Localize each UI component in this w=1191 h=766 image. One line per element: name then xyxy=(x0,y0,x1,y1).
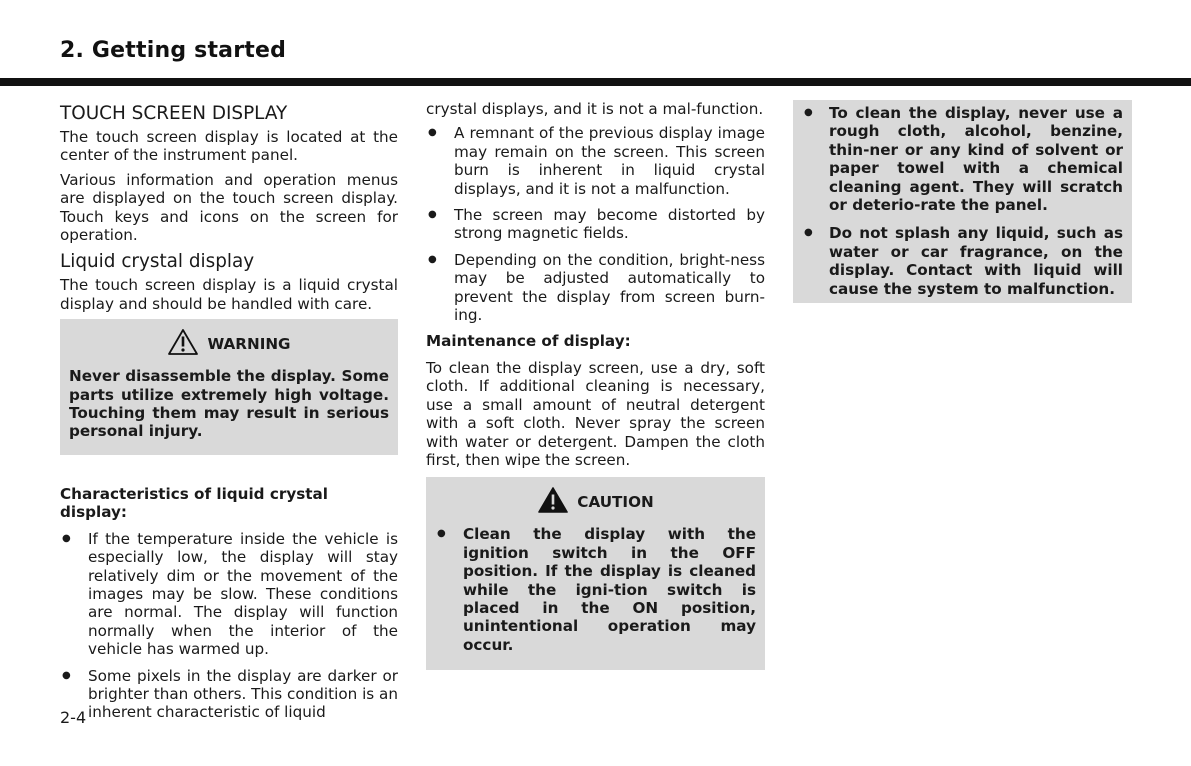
intro-paragraph-1: The touch screen display is located at the center of the instrument panel. xyxy=(60,128,398,165)
maintenance-heading: Maintenance of display: xyxy=(426,332,631,351)
characteristics-list xyxy=(60,530,398,722)
warning-header xyxy=(69,329,389,359)
maintenance-paragraph: To clean the display screen, use a dry, soft cloth. If additional cleaning is necessary, use a small amount of neutral detergent with a soft cloth. Never spray the screen with water or detergent. Dampen the cloth first, then wipe the screen. xyxy=(426,358,765,469)
lcd-paragraph: The touch screen display is a liquid crystal display and should be handled with care. xyxy=(60,276,398,313)
chapter-title: 2. Getting started xyxy=(60,38,287,63)
page-number: 2-4 xyxy=(60,708,87,727)
caution-header xyxy=(435,487,756,517)
header-rule xyxy=(0,78,1191,86)
caution-list-continued xyxy=(802,104,1123,298)
characteristics-list-continued xyxy=(426,124,765,324)
column-3 xyxy=(793,100,1132,303)
caution-label: CAUTION xyxy=(577,493,654,512)
column-2 xyxy=(426,100,765,670)
subsection-title: Liquid crystal display xyxy=(60,251,255,273)
list-item: ● Some pixels in the display are darker or brighter than others. This condition is an inherent characteristic of liquid xyxy=(60,667,398,722)
caution-list xyxy=(435,525,756,654)
list-item: ● Depending on the condition, bright-ness may be adjusted automatically to prevent the display from screen burn-ing. xyxy=(426,251,765,325)
intro-paragraph-2: Various information and operation menus are displayed on the touch screen display. Touch keys and icons on the screen for operation. xyxy=(60,170,398,245)
caution-box-continued xyxy=(793,100,1132,303)
caution-box xyxy=(426,477,765,670)
warning-box xyxy=(60,319,398,455)
list-item: ● Do not splash any liquid, such as water or car fragrance, on the display. Contact with liquid will cause the system to malfunction. xyxy=(802,224,1123,298)
continued-text: crystal displays, and it is not a mal-function. xyxy=(426,100,764,118)
column-1 xyxy=(60,100,398,730)
characteristics-heading: Characteristics of liquid crystal display: xyxy=(60,484,328,522)
warning-label: WARNING xyxy=(207,335,291,354)
list-item: ● If the temperature inside the vehicle is especially low, the display will stay relatively dim or the movement of the images may be slow. These conditions are normal. The display will function normally when the interior of the vehicle has warmed up. xyxy=(60,530,398,659)
list-item: ● The screen may become distorted by strong magnetic fields. xyxy=(426,206,765,243)
list-item: ● To clean the display, never use a rough cloth, alcohol, benzine, thin-ner or any kind of solvent or paper towel with a chemical cleaning agent. They will scratch or deterio-rate the panel. xyxy=(802,104,1123,214)
list-item: ● Clean the display with the ignition switch in the OFF position. If the display is cleaned while the igni-tion switch is placed in the ON position, unintentional operation may occur. xyxy=(435,525,756,654)
list-item: ● A remnant of the previous display image may remain on the screen. This screen burn is inherent in liquid crystal displays, and it is not a malfunction. xyxy=(426,124,765,198)
warning-triangle-icon xyxy=(167,328,199,360)
section-title: TOUCH SCREEN DISPLAY xyxy=(60,103,288,124)
warning-text: Never disassemble the display. Some parts utilize extremely high voltage. Touching them may result in serious personal injury. xyxy=(69,367,389,441)
caution-triangle-icon xyxy=(537,486,569,518)
